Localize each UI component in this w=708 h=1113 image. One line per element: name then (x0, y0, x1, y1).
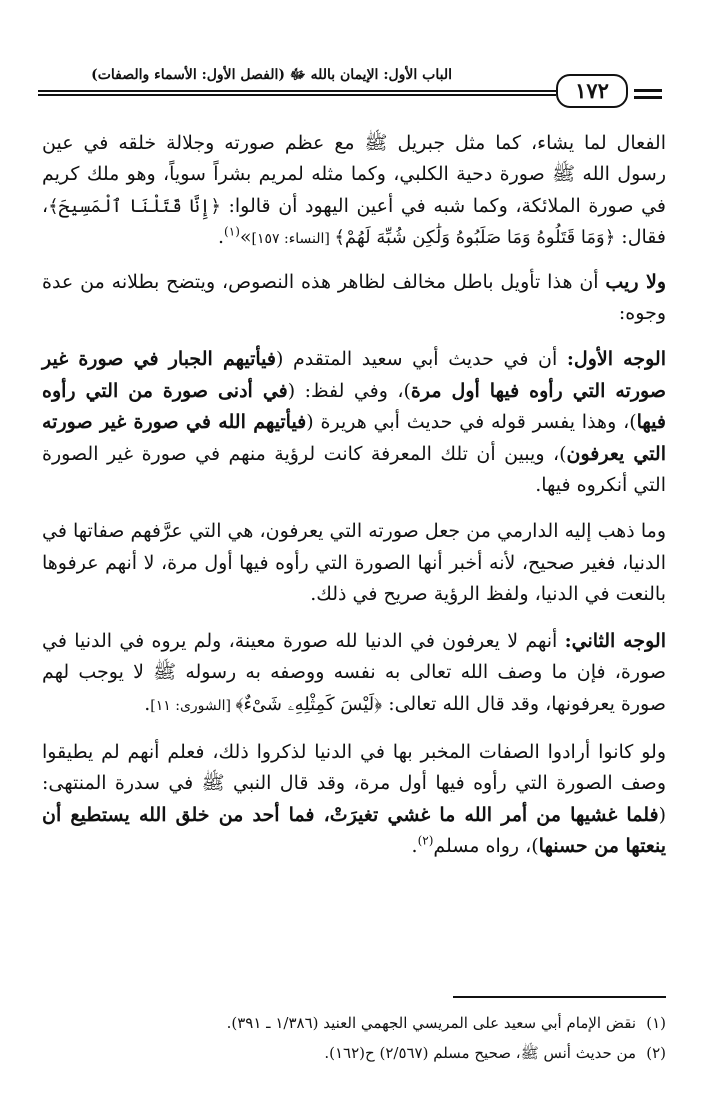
quran-verse: ﴿لَيْسَ كَمِثْلِهِۦ شَىْءٌ﴾ (235, 693, 383, 715)
hadith-quote: في أدنى صورة من التي رأوه فيها (42, 379, 666, 434)
text: . (218, 226, 225, 249)
footnote-number: (١) (646, 1014, 666, 1032)
paragraph-2 (42, 267, 666, 330)
main-text (42, 128, 666, 863)
text: )، ويبين أن تلك المعرفة كانت لرؤية منهم في صورة غير الصورة التي أنكروه فيها. (42, 442, 666, 497)
header-rule-top (38, 90, 556, 92)
text: » (239, 226, 252, 249)
footnote-separator (453, 996, 666, 998)
text: )، وفي لفظ: ( (287, 379, 411, 402)
header-dash-top (634, 89, 662, 92)
footnote-marker[interactable]: (٢) (417, 833, 434, 848)
lead-phrase: ولا ريب (605, 270, 666, 293)
footnote-2 (42, 1038, 666, 1068)
verse-reference: [الشورى: ١١] (150, 697, 236, 714)
paragraph-1 (42, 128, 666, 256)
header-dash-bottom (634, 96, 662, 99)
text: )، وهذا يفسر قوله في حديث أبي هريرة ( (306, 411, 637, 434)
text: أنهم لا يعرفون في الدنيا لله صورة معينة، ولم يروه في الدنيا في صورة، فإن ما وصف الله تعالى به نفسه ووصفه به رسوله ﷺ لا يوجب لهم صورة يعرفونها، وقد قال الله تعالى: (42, 629, 666, 715)
text: ولو كانوا أرادوا الصفات المخبر بها في الدنيا لذكروا ذلك، فعلم أنهم لم يطيقوا وصف الصورة التي رأوه فيها أول مرة، وقد قال النبي ﷺ في سدرة المنتهى: ( (42, 740, 666, 826)
paragraph-3 (42, 344, 666, 501)
header-rule-bottom (38, 94, 556, 96)
footnote-text: من حديث أنس ﷺ، صحيح مسلم (٢/٥٦٧) ح(١٦٢). (324, 1044, 636, 1062)
page-header (38, 66, 662, 126)
footnotes (42, 1008, 666, 1068)
footnote-number: (٢) (646, 1044, 666, 1062)
paragraph-5 (42, 626, 666, 722)
paragraph-4 (42, 516, 666, 610)
running-head: الباب الأول: الإيمان بالله ﷻ (الفصل الأول: الأسماء والصفات) (91, 67, 452, 83)
hadith-quote: فلما غشيها من أمر الله ما غشي تغيرَتْ، فما أحد من خلق الله يستطيع أن ينعتها من حسنها (42, 803, 666, 858)
footnote-1 (42, 1008, 666, 1038)
section-heading: الوجه الأول: (566, 348, 666, 371)
hadith-quote: فيأتيهم الله في صورة غير صورته التي يعرفون (42, 411, 666, 465)
text: أن في حديث أبي سعيد المتقدم ( (275, 348, 567, 371)
section-heading: الوجه الثاني: (564, 629, 666, 652)
page-number: ١٧٢ (556, 74, 628, 108)
verse-reference: [النساء: ١٥٧] (251, 231, 335, 248)
text: . (144, 692, 151, 715)
text: ، فقال: (42, 194, 666, 249)
quran-verse: ﴿وَمَا قَتَلُوهُ وَمَا صَلَبُوهُ وَلَٰكِن شُبِّهَ لَهُمْ﴾ (334, 227, 616, 249)
paragraph-6 (42, 737, 666, 863)
quran-verse: ﴿إِنَّا قَتَلْنَا ٱلْمَسِيحَ﴾ (48, 195, 221, 217)
text: الفعال لما يشاء، كما مثل جبريل ﷺ مع عظم صورته وجلالة خلقه في عين رسول الله ﷺ صورة دحية الكلبي، وكما مثله لمريم بشراً سوياً، وهو ملك كريم في صورة الملائكة، وكما شبه في أعين اليهود أن قالوا: (42, 132, 667, 217)
text: )، رواه مسلم (433, 835, 539, 858)
text: وما ذهب إليه الدارمي من جعل صورته التي يعرفون، هي التي عرَّفهم صفاتها في الدنيا، فغير صحيح، لأنه أخبر أنها الصورة التي رأوه فيها أول مرة، لا أنهم عرفوها بالنعت في الدنيا، ولفظ الرؤية صريح في ذلك. (42, 520, 666, 606)
text: . (411, 835, 418, 858)
footnote-text: نقض الإمام أبي سعيد على المريسي الجهمي العنيد (١/٣٨٦ ـ ٣٩١). (226, 1014, 636, 1032)
footnote-marker[interactable]: (١) (224, 224, 240, 239)
text: أن هذا تأويل باطل مخالف لظاهر هذه النصوص، ويتضح بطلانه من عدة وجوه: (42, 270, 666, 325)
hadith-quote: فيأتيهم الجبار في صورة غير صورته التي رأوه فيها أول مرة (42, 348, 666, 402)
